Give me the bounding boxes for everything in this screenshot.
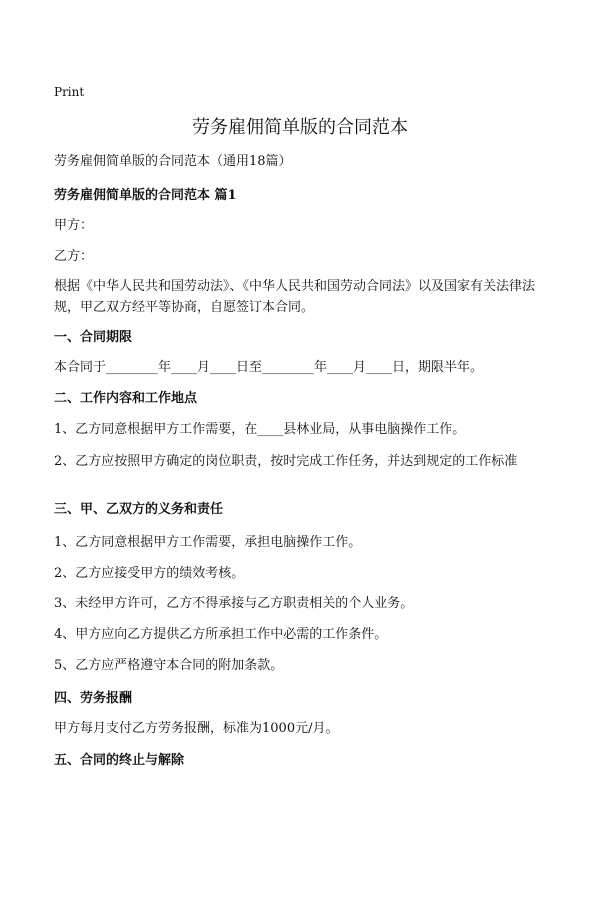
section-3-heading: 三、甲、乙双方的义务和责任 [54,502,224,517]
section-1-text: 本合同于________年____月____日至________年____月____日，期限半年。 [54,360,484,375]
section-4-heading: 四、劳务报酬 [54,691,133,706]
section-3-item-2: 2、乙方应接受甲方的绩效考核。 [54,566,245,581]
section-3-item-1: 1、乙方同意根据甲方工作需要，承担电脑操作工作。 [54,535,362,550]
article-heading: 劳务雇佣简单版的合同范本 篇1 [54,188,237,203]
document-subtitle: 劳务雇佣简单版的合同范本（通用18篇） [54,154,292,169]
intro-paragraph: 根据《中华人民共和国劳动法》、《中华人民共和国劳动合同法》以及国家有关法律法规，甲乙双方经平等协商，自愿签订本合同。 [54,279,536,315]
section-3-item-5: 5、乙方应严格遵守本合同的附加条款。 [54,658,284,673]
document-title: 劳务雇佣简单版的合同范本 [192,117,408,138]
section-1-heading: 一、合同期限 [54,330,133,345]
section-2-heading: 二、工作内容和工作地点 [54,391,198,406]
section-5-heading: 五、合同的终止与解除 [54,753,185,768]
section-4-text: 甲方每月支付乙方劳务报酬，标准为1000元/月。 [54,721,339,736]
print-link[interactable]: Print [54,85,85,99]
party-b-label: 乙方： [54,249,94,264]
section-3-item-3: 3、未经甲方许可，乙方不得承接与乙方职责相关的个人业务。 [54,596,414,611]
section-2-item-1: 1、乙方同意根据甲方工作需要，在____县林业局，从事电脑操作工作。 [54,422,466,437]
section-2-item-2: 2、乙方应按照甲方确定的岗位职责，按时完成工作任务，并达到规定的工作标准 [54,454,518,469]
section-3-item-4: 4、甲方应向乙方提供乙方所承担工作中必需的工作条件。 [54,627,388,642]
party-a-label: 甲方： [54,218,94,233]
